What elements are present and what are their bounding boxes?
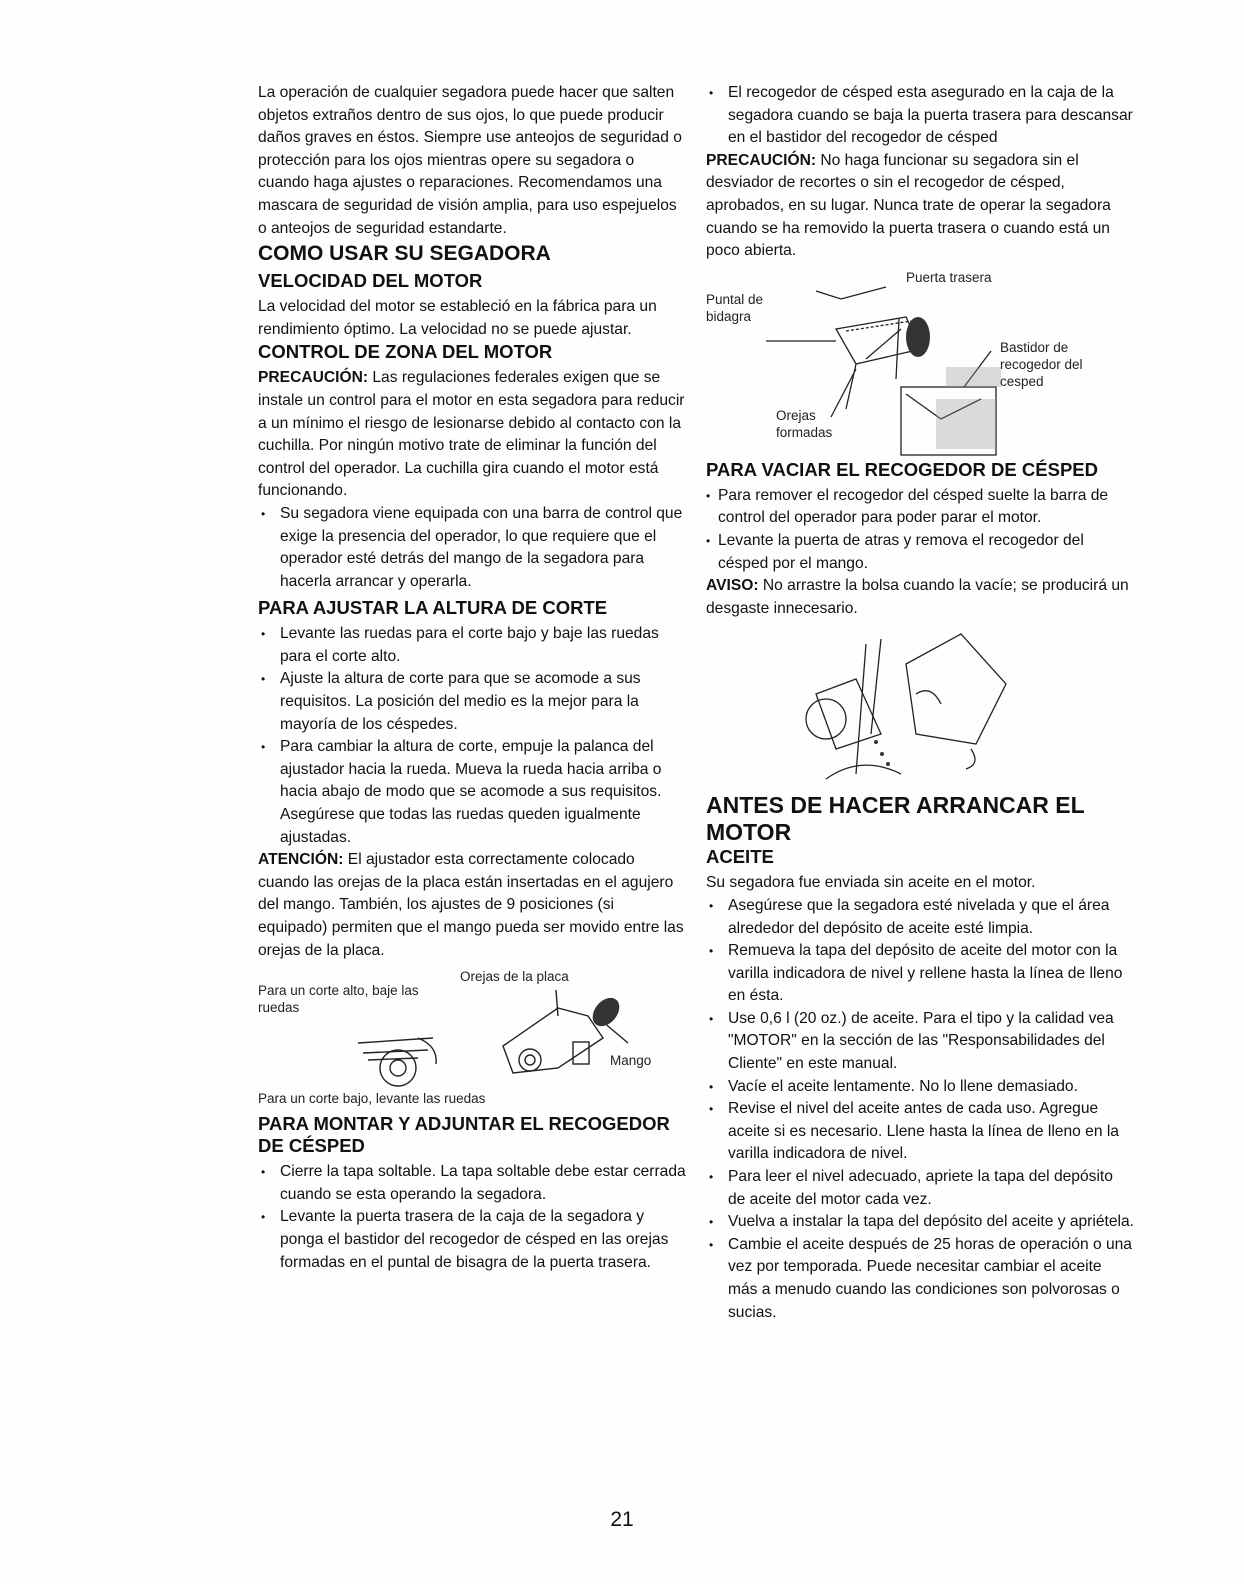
list-item: • Vacíe el aceite lentamente. No lo llene demasiado. (706, 1076, 1134, 1099)
aviso-paragraph (706, 575, 1134, 620)
atencion-text: El ajustador esta correctamente colocado cuando las orejas de la placa están insertadas en el agujero del mango. También, los ajustes de 9 posiciones (si equipado) permiten que el mango pueda ser movido entre las orejas de la placa. (258, 851, 684, 959)
list-item: • Para cambiar la altura de corte, empuje la palanca del ajustador hacia la rueda. Mueva la rueda hacia arriba o hacia abajo de modo que se acomode a sus requisitos. Asegúrese que todas las ruedas queden igualmente ajustadas. (258, 736, 686, 849)
heading-aceite: ACEITE (706, 846, 774, 868)
caption-orejas-formadas: Orejas formadas (776, 407, 833, 440)
caption-mango: Mango (610, 1053, 652, 1069)
caption-corte-alto: Para un corte alto, baje las ruedas (258, 983, 419, 1016)
heading-vaciar-recogedor: PARA VACIAR EL RECOGEDOR DE CÉSPED (706, 458, 1098, 480)
velocidad-paragraph: La velocidad del motor se estableció en la fábrica para un rendimiento óptimo. La velocidad no se puede ajustar. (258, 298, 657, 338)
figure-empty-bag (706, 624, 1134, 784)
caption-orejas-placa: Orejas de la placa (460, 969, 569, 985)
aceite-intro: Su segadora fue enviada sin aceite en el motor. (706, 874, 1036, 892)
list-item: • Use 0,6 l (20 oz.) de aceite. Para el tipo y la calidad vea "MOTOR" en la sección de las "Responsabilidades del Cliente" en este manual. (706, 1008, 1134, 1076)
list-item: • Su segadora viene equipada con una barra de control que exige la presencia del operador, lo que requiere que el operador esté detrás del mango de la segadora para hacerla arrancar y operarla. (258, 503, 686, 593)
list-item: • Cambie el aceite después de 25 horas de operación o una vez por temporada. Puede necesitar cambiar el aceite más a menudo cuando las condiciones son polvorosas o sucias. (706, 1234, 1134, 1324)
section-heading-como-usar: COMO USAR SU SEGADORA (258, 242, 551, 266)
list-item: • El recogedor de césped esta asegurado en la caja de la segadora cuando se baja la puerta trasera para descansar en el bastidor del recogedor de césped (706, 82, 1134, 150)
control-text: Las regulaciones federales exigen que se instale un control para el motor en esta segadora para reducir a un mínimo el riesgo de lesionarse debido al contacto con la cuchilla. Por ningún motivo trate de eliminar la función del control del operador. La cuchilla gira cuando el motor está funcionando. (258, 369, 685, 500)
heading-ajustar-altura: PARA AJUSTAR LA ALTURA DE CORTE (258, 597, 608, 619)
atencion-paragraph (258, 849, 686, 962)
control-paragraph (258, 367, 686, 503)
recogedor-bullets (706, 82, 1134, 150)
aviso-text: No arrastre la bolsa cuando la vacíe; se producirá un desgaste innecesario. (706, 577, 1129, 617)
list-item: • Revise el nivel del aceite antes de cada uso. Agregue aceite si es necesario. Llene hasta la línea de lleno en la varilla indicadora de nivel. (706, 1098, 1134, 1166)
precaucion-paragraph (706, 150, 1134, 263)
figure-cut-height (258, 968, 686, 1090)
precaucion-text: No haga funcionar su segadora sin el desviador de recortes o sin el recogedor de césped, aprobados, en su lugar. Nunca trate de operar la segadora cuando se ha removido la puerta trasera o cuando está un poco abierta. (706, 151, 1111, 260)
list-item: • Vuelva a instalar la tapa del depósito del aceite y apriétela. (706, 1211, 1134, 1234)
list-item: • Levante las ruedas para el corte bajo y baje las ruedas para el corte alto. (258, 623, 686, 668)
montar-bullets (258, 1161, 686, 1274)
precaucion-label: PRECAUCIÓN: (258, 369, 369, 387)
vaciar-item: • Levante la puerta de atras y remova el recogedor del césped por el mango. (706, 530, 1134, 575)
page-number: 21 (610, 1508, 634, 1531)
caption-bastidor: Bastidor de recogedor del cesped (1000, 339, 1083, 389)
empty-bag-illustration (706, 624, 1134, 784)
list-item: • Cierre la tapa soltable. La tapa soltable debe estar cerrada cuando se esta operando la segadora. (258, 1161, 686, 1206)
heading-control-zona: CONTROL DE ZONA DEL MOTOR (258, 341, 553, 363)
list-item: • Ajuste la altura de corte para que se acomode a sus requisitos. La posición del medio es la mejor para la mayoría de los céspedes. (258, 668, 686, 736)
aviso-label: AVISO: (706, 577, 759, 595)
intro-paragraph: La operación de cualquier segadora puede hacer que salten objetos extraños dentro de sus ojos, lo que puede producir daños graves en éstos. Siempre use anteojos de seguridad o protección para los ojos mientras opere su segadora o cuando haga ajustes o reparaciones. Recomendamos una mascara de seguridad de visión amplia, para uso espejuelos o anteojos de seguridad estandarte. (258, 84, 682, 237)
heading-velocidad: VELOCIDAD DEL MOTOR (258, 270, 483, 292)
vaciar-item: • Para remover el recogedor del césped suelte la barra de control del operador para poder parar el motor. (706, 485, 1134, 530)
list-item: • Asegúrese que la segadora esté nivelada y que el área alrededor del depósito de aceite esté limpia. (706, 895, 1134, 940)
ajustar-bullets (258, 623, 686, 849)
left-column (258, 82, 686, 1274)
right-column (706, 82, 1134, 1324)
figure-grass-catcher (706, 269, 1134, 457)
caption-puerta-trasera: Puerta trasera (906, 269, 992, 285)
caption-puntal-bidagra: Puntal de bidagra (706, 291, 764, 324)
heading-montar-recogedor: PARA MONTAR Y ADJUNTAR EL RECOGEDOR DE CÉSPED (258, 1113, 670, 1157)
caption-corte-bajo: Para un corte bajo, levante las ruedas (258, 1091, 486, 1107)
control-bullets (258, 503, 686, 593)
precaucion-label: PRECAUCIÓN: (706, 151, 817, 169)
list-item: • Remueva la tapa del depósito de aceite del motor con la varilla indicadora de nivel y rellene hasta la línea de lleno en ésta. (706, 940, 1134, 1008)
atencion-label: ATENCIÓN: (258, 851, 344, 869)
aceite-bullets (706, 895, 1134, 1324)
list-item: • Levante la puerta trasera de la caja de la segadora y ponga el bastidor del recogedor de césped en las orejas formadas en el puntal de bisagra de la puerta trasera. (258, 1206, 686, 1274)
list-item: • Para leer el nivel adecuado, apriete la tapa del depósito de aceite del motor cada vez. (706, 1166, 1134, 1211)
section-heading-antes-arrancar: ANTES DE HACER ARRANCAR EL MOTOR (706, 792, 1085, 846)
